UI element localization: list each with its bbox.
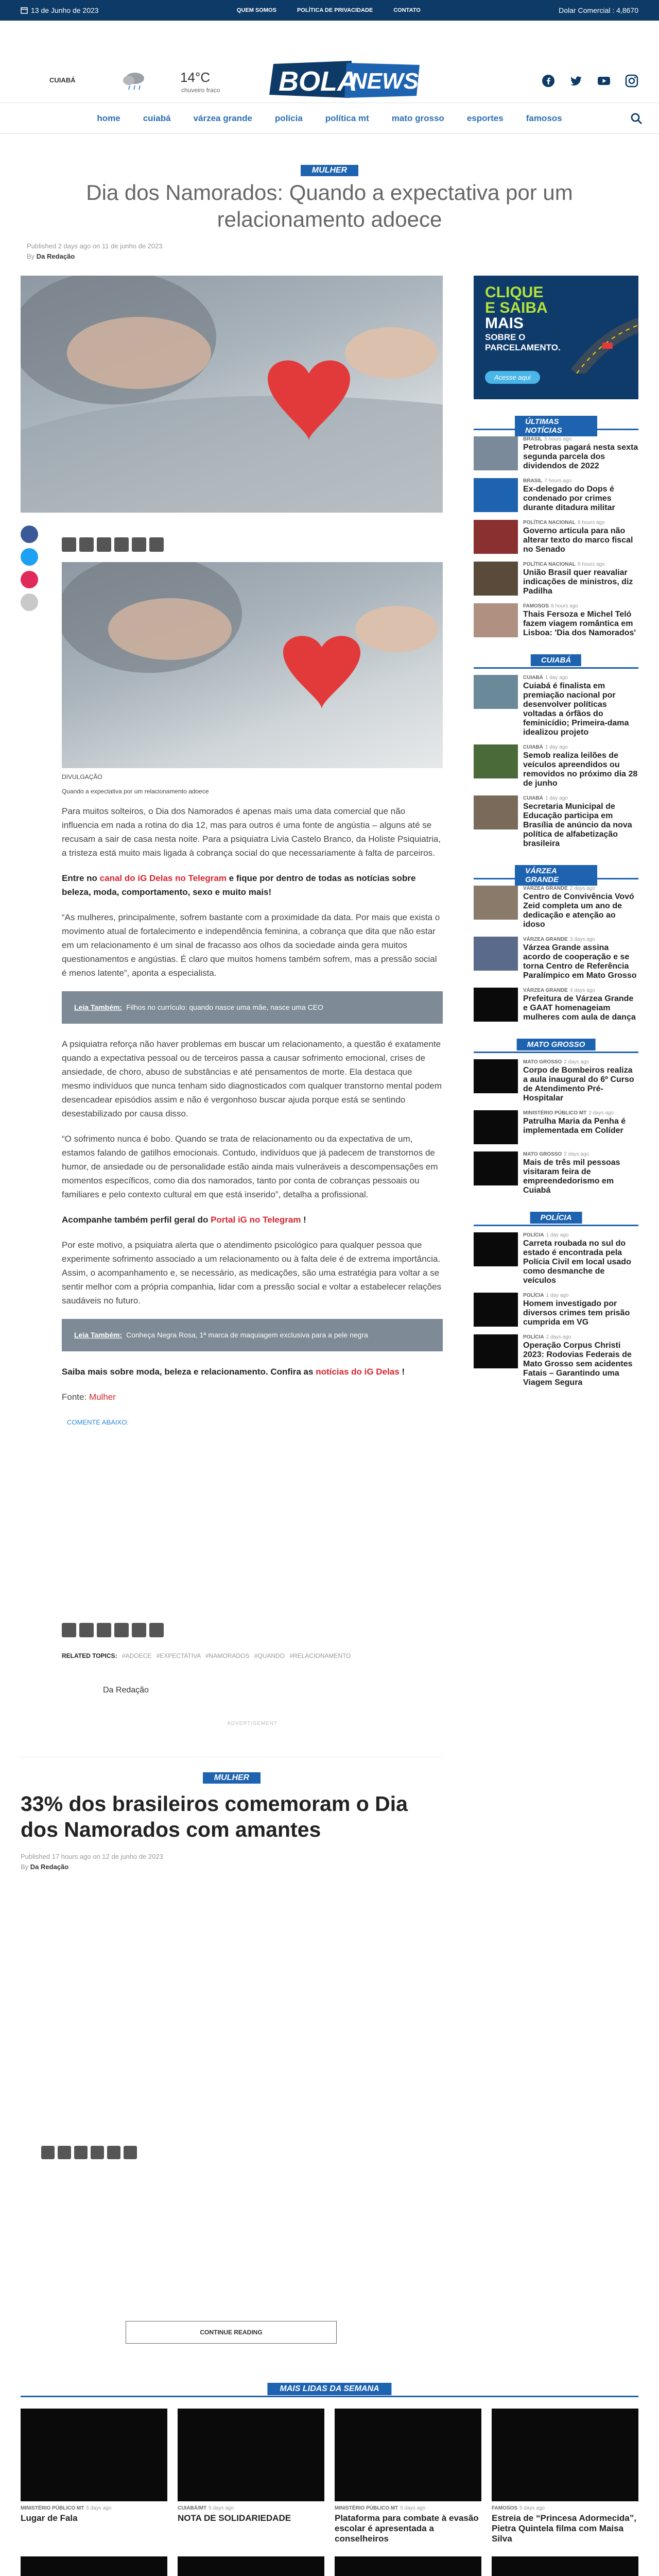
- most-read-card[interactable]: [492, 2409, 638, 2544]
- bola-news-logo[interactable]: [269, 59, 421, 100]
- news-thumbnail[interactable]: [474, 562, 518, 596]
- nav-famosos[interactable]: famosos: [526, 113, 562, 123]
- news-title[interactable]: Mais de três mil pessoas visitaram feira de empreendedorismo em Cuiabá: [523, 1158, 620, 1195]
- twitter-float-icon[interactable]: [21, 548, 38, 566]
- paragraph: A psiquiatra reforça não haver problemas em buscar um relacionamento, a questão é exatamente quando a expectativa pessoal ou de terceiros passa a causar sofrimento emocional, crises de ansiedade, de choro, abuso de substâncias e até pensamentos de morte. Ela destaca que mesmo indivíduos que nunca tenham sido diagnosticados com qualquer transtorno mental podem desencadear episódios assim e não é vergonhoso buscar ajuda porque está se sentindo desestabilizado por causa disso.: [62, 1039, 442, 1118]
- news-title[interactable]: Corpo de Bombeiros realiza a aula inaugural do 6º Curso de Atendimento Pré-Hospitalar: [523, 1066, 634, 1103]
- section-title[interactable]: POLÍCIA: [530, 1212, 582, 1224]
- paragraph: Por este motivo, a psiquiatra alerta que o atendimento psicológico para qualquer pessoa que experimente sofrimento associado a um relacionamento ou à falta dele é de extrema importância. Assim, o acompanhamento e, se necessário, as medicações, são uma estratégia para voltar a se sentir melhor com a própria companhia, lidar com a pressão social e voltar a estabelecer relações saudáveis no futuro.: [62, 1240, 442, 1306]
- news-category[interactable]: BRASIL 5 hours ago: [523, 436, 572, 442]
- sidebar-news-item[interactable]: [474, 1232, 638, 1285]
- paragraph-portal: Acompanhe também perfil geral do Portal iG no Telegram !: [62, 1215, 306, 1225]
- sidebar-news-item[interactable]: [474, 886, 638, 929]
- top-link-quem-somos[interactable]: QUEM SOMOS: [236, 7, 276, 13]
- read-also-label: Leia Também:: [74, 1331, 123, 1339]
- messenger-share-icon[interactable]: [114, 537, 129, 552]
- sidebar-news-item[interactable]: [474, 1151, 638, 1195]
- twitter-share-icon[interactable]: [74, 2146, 88, 2159]
- most-read-title[interactable]: Estreia de “Princesa Adormecida”, Pietra Quintela filma com Maisa Silva: [492, 2513, 636, 2544]
- linkedin-share-icon[interactable]: [107, 2146, 120, 2159]
- date-text: 13 de Junho de 2023: [31, 6, 99, 14]
- news-category[interactable]: POLÍCIA 1 day ago: [523, 1232, 569, 1238]
- sidebar-section-header: [474, 1211, 638, 1226]
- news-thumbnail[interactable]: [474, 1110, 518, 1144]
- rain-cloud-icon: [119, 70, 148, 91]
- sidebar-news-item[interactable]: [474, 1059, 638, 1103]
- sidebar-news-item[interactable]: [474, 520, 638, 554]
- news-category[interactable]: MATO GROSSO 2 days ago: [523, 1151, 589, 1157]
- tag-link[interactable]: #QUANDO: [254, 1652, 285, 1659]
- nav-policia[interactable]: polícia: [274, 113, 303, 123]
- portal-telegram-link[interactable]: Portal iG no Telegram: [211, 1215, 301, 1225]
- whatsapp-share-icon[interactable]: [62, 537, 76, 552]
- facebook-share-icon[interactable]: [79, 537, 94, 552]
- paragraph: Para muitos solteiros, o Dia dos Namorados é apenas mais uma data comercial que não influencia em nada a rotina do dia 12, mas para outros é uma fonte de angústia – alguns até se recusam a sair de casa nesta noite. Para a psiquiatra Livia Castelo Branco, da Holiste Psiquiatria, a tristeza está muito mais ligada à cobrança social do que necessariamente à falta de parceiros.: [62, 806, 441, 858]
- weather-temp: 14°C: [180, 70, 211, 85]
- ad-subline: SOBRE O PARCELAMENTO.: [485, 332, 561, 352]
- sidebar-news-item[interactable]: [474, 603, 638, 638]
- paragraph-telegram: Entre no canal do iG Delas no Telegram e fique por dentro de todas as notícias sobre beleza, moda, comportamento, sexo e muito mais!: [62, 873, 416, 897]
- sidebar-news-item[interactable]: [474, 562, 638, 596]
- news-title[interactable]: Patrulha Maria da Penha é implementada em Colíder: [523, 1117, 626, 1135]
- news-title[interactable]: Ex-delegado do Dops é condenado por crimes durante ditadura militar: [523, 485, 615, 512]
- image-credit: DIVULGAÇÃO: [62, 773, 102, 781]
- source-link[interactable]: Mulher: [89, 1392, 116, 1402]
- news-title[interactable]: Secretaria Municipal de Educação participa em Brasília de anúncio da nova política de alfabetização brasileira: [523, 802, 632, 848]
- delas-link[interactable]: notícias do iG Delas: [316, 1367, 400, 1377]
- article2-title[interactable]: 33% dos brasileiros comemoram o Dia dos Namorados com amantes: [21, 1792, 408, 1841]
- news-thumbnail[interactable]: [474, 675, 518, 709]
- most-read-image[interactable]: [492, 2409, 638, 2501]
- source-line: Fonte: Mulher: [62, 1392, 116, 1402]
- news-category[interactable]: VÁRZEA GRANDE 2 days ago: [523, 886, 595, 891]
- related-topics: RELATED TOPICS: #ADOECE #EXPECTATIVA #NAMORADOS #QUANDO #RELACIONAMENTO: [62, 1652, 351, 1659]
- sidebar-news-item[interactable]: [474, 675, 638, 737]
- facebook-share-icon[interactable]: [58, 2146, 71, 2159]
- by-label: By: [27, 252, 35, 260]
- news-category[interactable]: POLÍTICA NACIONAL 8 hours ago: [523, 562, 605, 567]
- twitter-icon[interactable]: [569, 74, 583, 88]
- news-title[interactable]: Homem investigado por diversos crimes tem prisão cumprida em VG: [523, 1299, 630, 1327]
- linkedin-share-icon[interactable]: [132, 1623, 146, 1637]
- sidebar-news-item[interactable]: [474, 436, 638, 471]
- section-title[interactable]: VÁRZEA GRANDE: [515, 865, 597, 886]
- article-title: Dia dos Namorados: Quando a expectativa por um relacionamento adoece: [86, 180, 573, 231]
- news-title[interactable]: Prefeitura de Várzea Grande e GAAT homenageiam mulheres com aula de dança: [523, 994, 636, 1022]
- news-category[interactable]: CUIABÁ 1 day ago: [523, 675, 568, 681]
- sidebar-section-header: [474, 415, 638, 435]
- news-title[interactable]: Centro de Convivência Vovó Zeid completa um ano de dedicação e atenção ao idoso: [523, 892, 634, 929]
- facebook-icon[interactable]: [542, 74, 555, 88]
- news-title[interactable]: Petrobras pagará nesta sexta segunda parcela dos dividendos de 2022: [523, 443, 638, 470]
- instagram-icon[interactable]: [625, 74, 638, 88]
- article2-author[interactable]: Da Redação: [30, 1863, 69, 1871]
- linkedin-share-icon[interactable]: [132, 537, 146, 552]
- sidebar-section-header: [474, 1038, 638, 1053]
- news-thumbnail[interactable]: [474, 886, 518, 920]
- facebook-share-icon[interactable]: [79, 1623, 94, 1637]
- news-category[interactable]: POLÍCIA 1 day ago: [523, 1293, 569, 1298]
- sidebar-news-item[interactable]: [474, 795, 638, 849]
- whatsapp-share-icon[interactable]: [62, 1623, 76, 1637]
- twitter-share-icon[interactable]: [97, 1623, 111, 1637]
- read-also-link[interactable]: Filhos no currículo: quando nasce uma mãe, nasce uma CEO: [126, 1003, 323, 1011]
- telegram-link[interactable]: canal do iG Delas no Telegram: [99, 873, 227, 883]
- calendar-icon: [21, 7, 28, 14]
- sidebar-news-item[interactable]: [474, 988, 638, 1022]
- site-header: [0, 21, 659, 103]
- more-share-icon[interactable]: [149, 1623, 164, 1637]
- news-title[interactable]: Cuiabá é finalista em premiação nacional por desenvolver políticas voltadas a órfãos do feminicídio; Primeira-dama idealizou projeto: [523, 682, 629, 737]
- read-also-box-2[interactable]: [62, 1319, 443, 1351]
- more-share-icon[interactable]: [149, 537, 164, 552]
- article2-published: Published 17 hours ago on 12 de junho de 2023: [21, 1853, 163, 1860]
- share-bar-bottom: [62, 1623, 164, 1637]
- news-thumbnail[interactable]: [474, 1293, 518, 1327]
- share-bar-top: [62, 537, 443, 552]
- news-thumbnail[interactable]: [474, 436, 518, 470]
- news-thumbnail[interactable]: [474, 795, 518, 829]
- most-read-card[interactable]: [178, 2409, 324, 2544]
- whatsapp-share-icon[interactable]: [41, 2146, 55, 2159]
- paragraph: “As mulheres, principalmente, sofrem bastante com a proximidade da data. Por mais que exista o movimento atual de fortalecimento e independência feminina, a cobrança que dita que não estar em um relacionamento é um sinal de fracasso aos olhos da sociedade ainda gera muitos questionamentos e angústias. É claro que muitos homens também sofrem, mas a pressão social é menos latente”, aponta a especialista.: [62, 912, 440, 978]
- most-read-image[interactable]: [178, 2556, 324, 2576]
- news-category[interactable]: VÁRZEA GRANDE 4 days ago: [523, 988, 595, 993]
- sidebar-news-item[interactable]: [474, 744, 638, 788]
- sidebar-news-item[interactable]: [474, 1334, 638, 1387]
- most-read-card[interactable]: [21, 2409, 167, 2544]
- article2-category[interactable]: MULHER: [203, 1772, 261, 1784]
- tag-link[interactable]: #EXPECTATIVA: [156, 1652, 201, 1659]
- read-also-label: Leia Também:: [74, 1003, 123, 1011]
- news-thumbnail[interactable]: [474, 1334, 518, 1368]
- section-title[interactable]: MATO GROSSO: [517, 1039, 596, 1050]
- most-read-category[interactable]: CUIABÁ/MT 5 days ago: [178, 2505, 234, 2511]
- logo-text-bola: BOLA: [279, 66, 357, 97]
- news-title[interactable]: União Brasil quer reavaliar indicações de ministros, diz Padilha: [523, 568, 633, 596]
- news-title[interactable]: Governo articula para não alterar texto do marco fiscal no Senado: [523, 527, 633, 554]
- article-body-image: [62, 562, 443, 768]
- news-category[interactable]: MINISTÉRIO PÚBLICO MT 2 days ago: [523, 1110, 614, 1116]
- news-thumbnail[interactable]: [474, 478, 518, 512]
- search-icon[interactable]: [630, 112, 643, 125]
- sidebar-news-item[interactable]: [474, 937, 638, 980]
- most-read-image[interactable]: [335, 2556, 481, 2576]
- comment-label[interactable]: COMENTE ABAIXO:: [67, 1418, 129, 1426]
- tag-link[interactable]: #ADOECE: [122, 1652, 152, 1659]
- news-thumbnail[interactable]: [474, 1232, 518, 1266]
- section-title[interactable]: CUIABÁ: [531, 654, 581, 666]
- sidebar-section-header: [474, 653, 638, 669]
- youtube-icon[interactable]: [597, 74, 611, 88]
- share-bar-article2: [41, 2146, 137, 2159]
- weather-desc: chuveiro fraco: [181, 87, 220, 94]
- more-share-icon[interactable]: [124, 2146, 137, 2159]
- nav-esportes[interactable]: esportes: [466, 113, 504, 123]
- most-read-card[interactable]: [21, 2556, 167, 2576]
- most-read-card[interactable]: [335, 2556, 481, 2576]
- top-date: [21, 6, 99, 14]
- news-category[interactable]: BRASIL 7 hours ago: [523, 478, 572, 484]
- pinterest-float-icon[interactable]: [21, 571, 38, 588]
- sidebar: [474, 276, 638, 1395]
- most-read-grid: [21, 2409, 638, 2576]
- sidebar-news-item[interactable]: [474, 1110, 638, 1144]
- most-read-image[interactable]: [21, 2409, 167, 2501]
- article-body: [62, 804, 443, 1429]
- most-read-card[interactable]: [178, 2556, 324, 2576]
- news-title[interactable]: Semob realiza leilões de veículos apreendidos ou removidos no próximo dia 28 de junho: [523, 751, 638, 788]
- news-thumbnail[interactable]: [474, 520, 518, 554]
- ad-label: ADVERTISEMENT: [227, 1721, 278, 1726]
- paragraph-saiba: Saiba mais sobre moda, beleza e relacionamento. Confira as notícias do iG Delas !: [62, 1367, 405, 1377]
- news-category[interactable]: FAMOSOS 8 hours ago: [523, 603, 578, 609]
- nav-politica-mt[interactable]: política mt: [325, 113, 369, 123]
- twitter-share-icon[interactable]: [97, 537, 111, 552]
- sidebar-news-item[interactable]: [474, 1293, 638, 1327]
- logo-text-news: NEWS: [351, 69, 419, 94]
- news-category[interactable]: CUIABÁ 1 day ago: [523, 795, 568, 801]
- most-read-title[interactable]: Plataforma para combate à evasão escolar é apresentada a conselheiros: [335, 2513, 479, 2544]
- news-thumbnail[interactable]: [474, 1151, 518, 1185]
- sidebar-news-item[interactable]: [474, 478, 638, 513]
- most-read-image[interactable]: [335, 2409, 481, 2501]
- email-float-icon[interactable]: [21, 594, 38, 611]
- news-category[interactable]: VÁRZEA GRANDE 3 days ago: [523, 937, 595, 942]
- news-title[interactable]: Operação Corpus Christi 2023: Rodovias Federais de Mato Grosso sem acidentes Fatais – Garantindo uma Viagem Segura: [523, 1341, 633, 1387]
- article-hero-image: [21, 276, 443, 513]
- most-read-title[interactable]: Lugar de Fala: [21, 2513, 78, 2523]
- news-thumbnail[interactable]: [474, 744, 518, 778]
- weather-city: CUIABÁ: [49, 76, 76, 84]
- most-read-category[interactable]: FAMOSOS 5 days ago: [492, 2505, 545, 2511]
- top-link-contato[interactable]: CONTATO: [393, 7, 421, 13]
- news-thumbnail[interactable]: [474, 988, 518, 1022]
- news-thumbnail[interactable]: [474, 603, 518, 637]
- article-author[interactable]: Da Redação: [36, 252, 75, 260]
- image-caption: Quando a expectativa por um relacionamento adoece: [62, 788, 209, 795]
- article-category[interactable]: MULHER: [301, 165, 358, 176]
- paragraph: “O sofrimento nunca é bobo. Quando se trata de relacionamento ou da expectativa de um, estamos falando de gatilhos emocionais. Contudo, indivíduos que já padecem de transtornos de humor, de ansiedade ou de personalidade estão ainda mais vulneráveis a descompensações em momentos específicos, como dia dos namorados, tanto por conta de cobranças pessoais ou familiares e pelo contexto cultural em que está inserido”, detalha a profissional.: [62, 1134, 438, 1199]
- news-title[interactable]: Carreta roubada no sul do estado é encontrada pela Polícia Civil em local usado como desmanche de veículos: [523, 1239, 631, 1285]
- most-read-title[interactable]: NOTA DE SOLIDARIEDADE: [178, 2513, 291, 2523]
- floating-share-bar: [21, 526, 38, 611]
- nav-mato-grosso[interactable]: mato grosso: [391, 113, 444, 123]
- most-read-category[interactable]: MINISTÉRIO PÚBLICO MT 5 days ago: [335, 2505, 426, 2511]
- news-thumbnail[interactable]: [474, 937, 518, 971]
- top-link-privacidade[interactable]: POLÍTICA DE PRIVACIDADE: [297, 7, 373, 13]
- news-category[interactable]: POLÍTICA NACIONAL 8 hours ago: [523, 520, 605, 526]
- news-category[interactable]: CUIABÁ 1 day ago: [523, 744, 568, 750]
- most-read-header: MAIS LIDAS DA SEMANA: [21, 2383, 638, 2397]
- news-title[interactable]: Thais Fersoza e Michel Teló fazem viagem romântica em Lisboa: 'Dia dos Namorados': [523, 610, 636, 637]
- sidebar-section-header: [474, 864, 638, 884]
- currency-text: Dolar Comercial : 4,8670: [559, 6, 638, 14]
- read-also-link[interactable]: Conheça Negra Rosa, 1ª marca de maquiagem exclusiva para a pele negra: [126, 1331, 368, 1339]
- most-read-card[interactable]: [492, 2556, 638, 2576]
- ad-button[interactable]: Acesse aqui: [485, 371, 540, 384]
- article-published: Published 2 days ago on 11 de junho de 2023: [27, 242, 163, 250]
- most-read-image[interactable]: [492, 2556, 638, 2576]
- author-box-name[interactable]: Da Redação: [103, 1686, 149, 1694]
- tag-link[interactable]: #RELACIONAMENTO: [289, 1652, 351, 1659]
- main-nav: [0, 103, 659, 134]
- most-read-category[interactable]: MINISTÉRIO PÚBLICO MT 5 days ago: [21, 2505, 112, 2511]
- most-read-image[interactable]: [21, 2556, 167, 2576]
- section-title[interactable]: ÚLTIMAS NOTÍCIAS: [515, 416, 597, 436]
- most-read-image[interactable]: [178, 2409, 324, 2501]
- tag-link[interactable]: #NAMORADOS: [205, 1652, 250, 1659]
- continue-reading-button[interactable]: CONTINUE READING: [126, 2321, 337, 2344]
- messenger-share-icon[interactable]: [91, 2146, 104, 2159]
- most-read-card[interactable]: [335, 2409, 481, 2544]
- news-category[interactable]: POLÍCIA 2 days ago: [523, 1334, 571, 1340]
- ad-headline: CLIQUE E SAIBA MAIS: [485, 284, 548, 332]
- nav-varzea-grande[interactable]: várzea grande: [193, 113, 252, 123]
- nav-cuiaba[interactable]: cuiabá: [143, 113, 171, 123]
- news-thumbnail[interactable]: [474, 1059, 518, 1093]
- messenger-share-icon[interactable]: [114, 1623, 129, 1637]
- ad-road-illustration: [566, 312, 638, 374]
- sidebar-ad[interactable]: [474, 276, 638, 399]
- top-bar: [0, 0, 659, 21]
- news-title[interactable]: Várzea Grande assina acordo de cooperação e se torna Centro de Referência Paralímpico em Mato Grosso: [523, 943, 637, 980]
- news-category[interactable]: MATO GROSSO 2 days ago: [523, 1059, 589, 1065]
- read-also-box[interactable]: [62, 991, 443, 1024]
- facebook-float-icon[interactable]: [21, 526, 38, 543]
- nav-home[interactable]: home: [97, 113, 120, 123]
